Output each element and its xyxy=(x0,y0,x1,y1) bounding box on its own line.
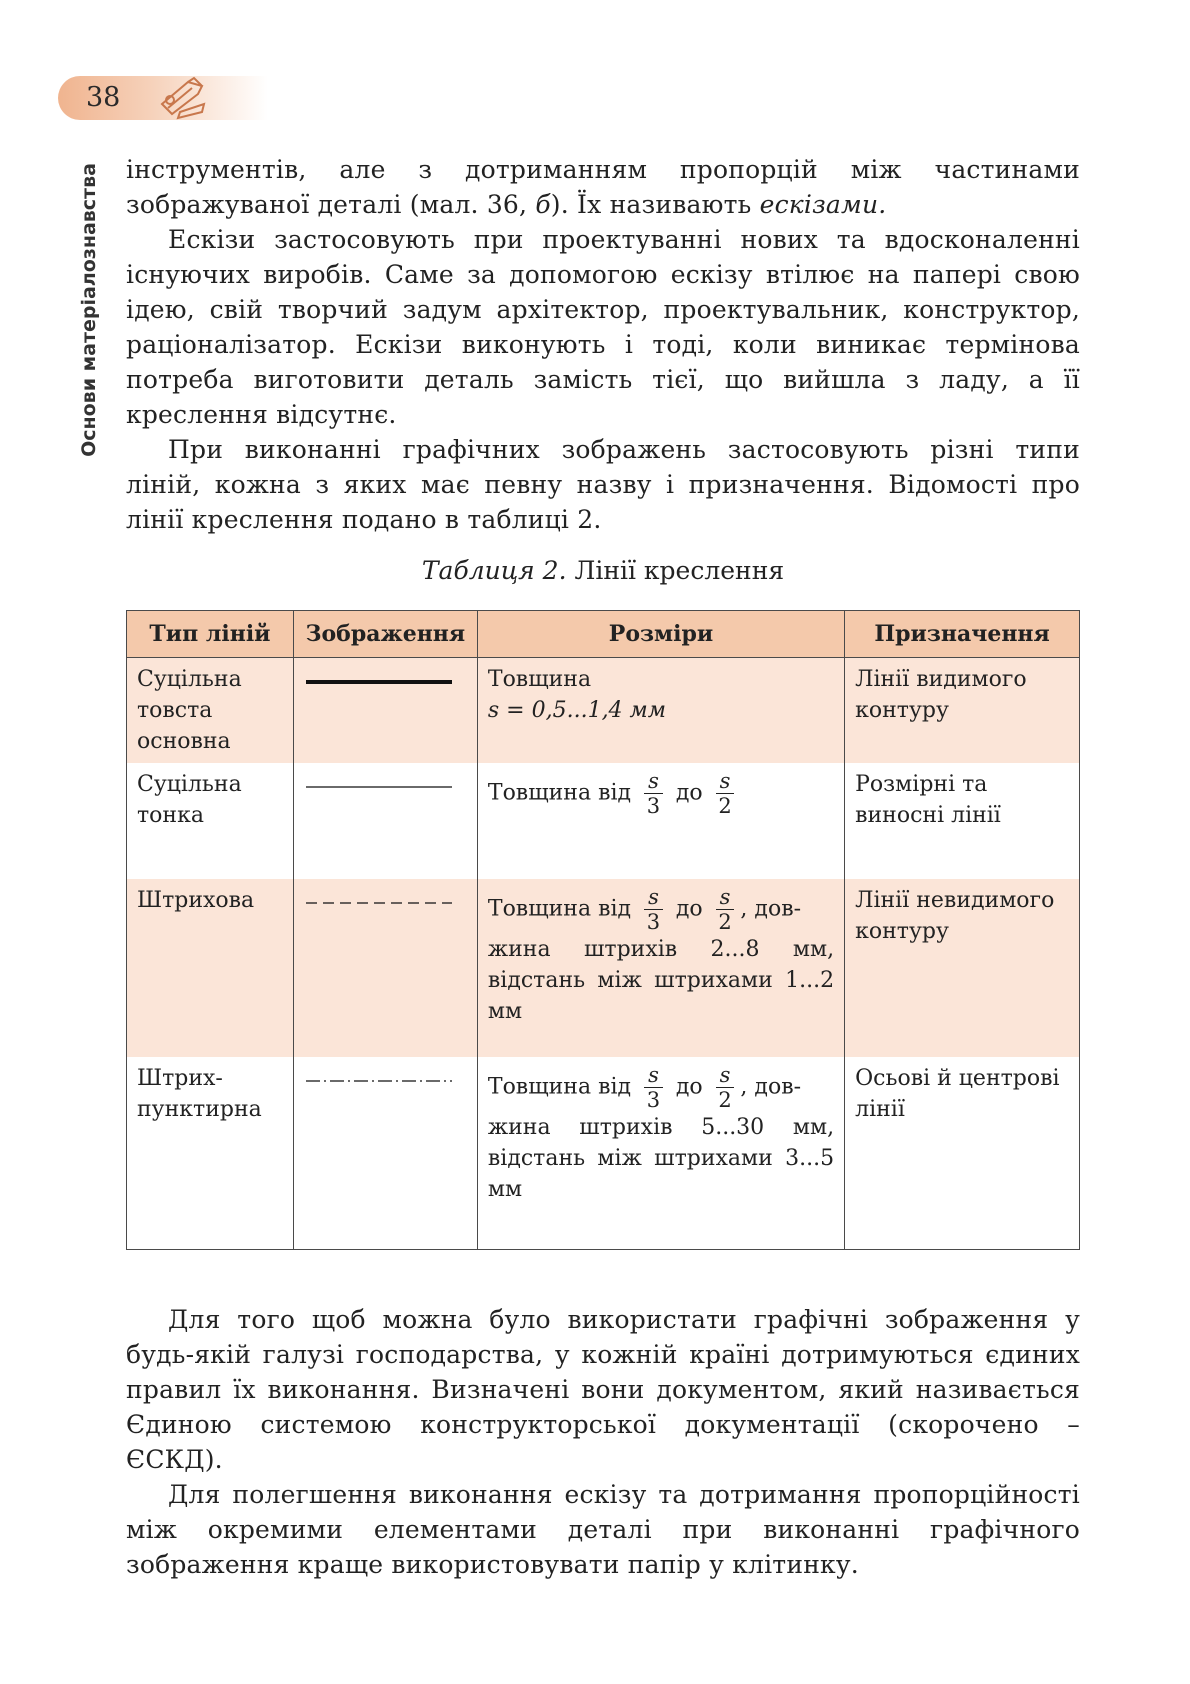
line-sample-cell xyxy=(293,879,477,1057)
line-type-cell: Суцільна товста основна xyxy=(127,658,294,764)
fraction-s-3: $\frac{s}{3}$ xyxy=(644,885,663,934)
line-type-cell: Штрихова xyxy=(127,879,294,1057)
intro-paragraph-2: Ескізи застосовують при проектуванні нових та вдосконаленні існуючих виробів. Саме за допомогою ескізу втілює на папері свою ідею, свій творчий задум архітектор, проектувальник, конструктор, раціоналізатор. Ескізи виконують і тоді, коли виникає термінова потреба виготовити деталь замість тієї, що вийшла з ладу, а її креслення відсутнє. xyxy=(126,225,1080,429)
table-row xyxy=(127,879,1080,1057)
fraction-s-2: $\frac{s}{2}$ xyxy=(716,885,735,934)
table-caption: Таблиця 2. Лінії креслення xyxy=(421,556,785,585)
thin-line-sample xyxy=(304,783,454,791)
outro-paragraph-2: Для полегшення виконання ескізу та дотримання пропорційності між окремими елементами деталі при виконанні графічного зображення краще використовувати папір у клітинку. xyxy=(126,1480,1080,1579)
header-purpose: Призначення xyxy=(845,611,1080,658)
line-type-cell: Штрих-пунктирна xyxy=(127,1057,294,1249)
section-side-label: Основи матеріалознавства xyxy=(78,163,100,457)
line-types-table xyxy=(126,610,1080,1250)
fraction-s-3: $\frac{s}{3}$ xyxy=(644,769,663,818)
table-row xyxy=(127,1057,1080,1249)
table-row xyxy=(127,763,1080,879)
line-sample-cell xyxy=(293,763,477,879)
header-sizes: Розміри xyxy=(477,611,844,658)
line-purpose-cell: Лінії невидимого контуру xyxy=(845,879,1080,1057)
line-size-cell: Товщина від $\frac{s}{3}$ до $\frac{s}{2}$ , дов- жина штрихів 2...8 мм, відстань між штрихами 1...2 мм xyxy=(477,879,844,1057)
outro-text xyxy=(126,1302,1080,1582)
page-number: 38 xyxy=(86,82,121,113)
header-image: Зображення xyxy=(293,611,477,658)
dashed-line-sample xyxy=(304,899,454,907)
line-size-cell: Товщина від $\frac{s}{3}$ до $\frac{s}{2}$ , дов- жина штрихів 5...30 мм, відстань між штрихами 3...5 мм xyxy=(477,1057,844,1249)
line-type-cell: Суцільна тонка xyxy=(127,763,294,879)
line-size-cell: Товщина від $\frac{s}{3}$ до $\frac{s}{2}$ xyxy=(477,763,844,879)
line-purpose-cell: Осьові й центрові лінії xyxy=(845,1057,1080,1249)
intro-text xyxy=(126,152,1080,537)
fraction-s-2: $\frac{s}{2}$ xyxy=(716,1063,735,1112)
fraction-s-2: $\frac{s}{2}$ xyxy=(716,769,735,818)
dash-dot-line-sample xyxy=(304,1077,454,1085)
fraction-s-3: $\frac{s}{3}$ xyxy=(644,1063,663,1112)
line-sample-cell xyxy=(293,1057,477,1249)
line-purpose-cell: Розмірні та виносні лінії xyxy=(845,763,1080,879)
line-sample-cell xyxy=(293,658,477,764)
drawing-tools-icon xyxy=(158,74,208,120)
line-size-cell: Товщина s = 0,5...1,4 мм xyxy=(477,658,844,764)
header-type: Тип ліній xyxy=(127,611,294,658)
table-header-row xyxy=(127,611,1080,658)
intro-paragraph-3: При виконанні графічних зображень застосовують різні типи ліній, кожна з яких має певну назву і призначення. Відомості про лінії креслення подано в таблиці 2. xyxy=(126,435,1080,534)
intro-paragraph-1: інструментів, але з дотриманням пропорцій між частинами зображуваної деталі (мал. 36, б). Їх називають ескізами. xyxy=(126,155,1080,219)
outro-paragraph-1: Для того щоб можна було використати графічні зображення у будь-якій галузі господарства, у кожній країні дотримуються єдиних правил їх виконання. Визначені вони документом, який називається Єдиною системою конструкторської документації (скорочено – ЄСКД). xyxy=(126,1305,1080,1474)
thick-line-sample xyxy=(304,678,454,686)
table-row xyxy=(127,658,1080,764)
line-purpose-cell: Лінії видимого контуру xyxy=(845,658,1080,764)
